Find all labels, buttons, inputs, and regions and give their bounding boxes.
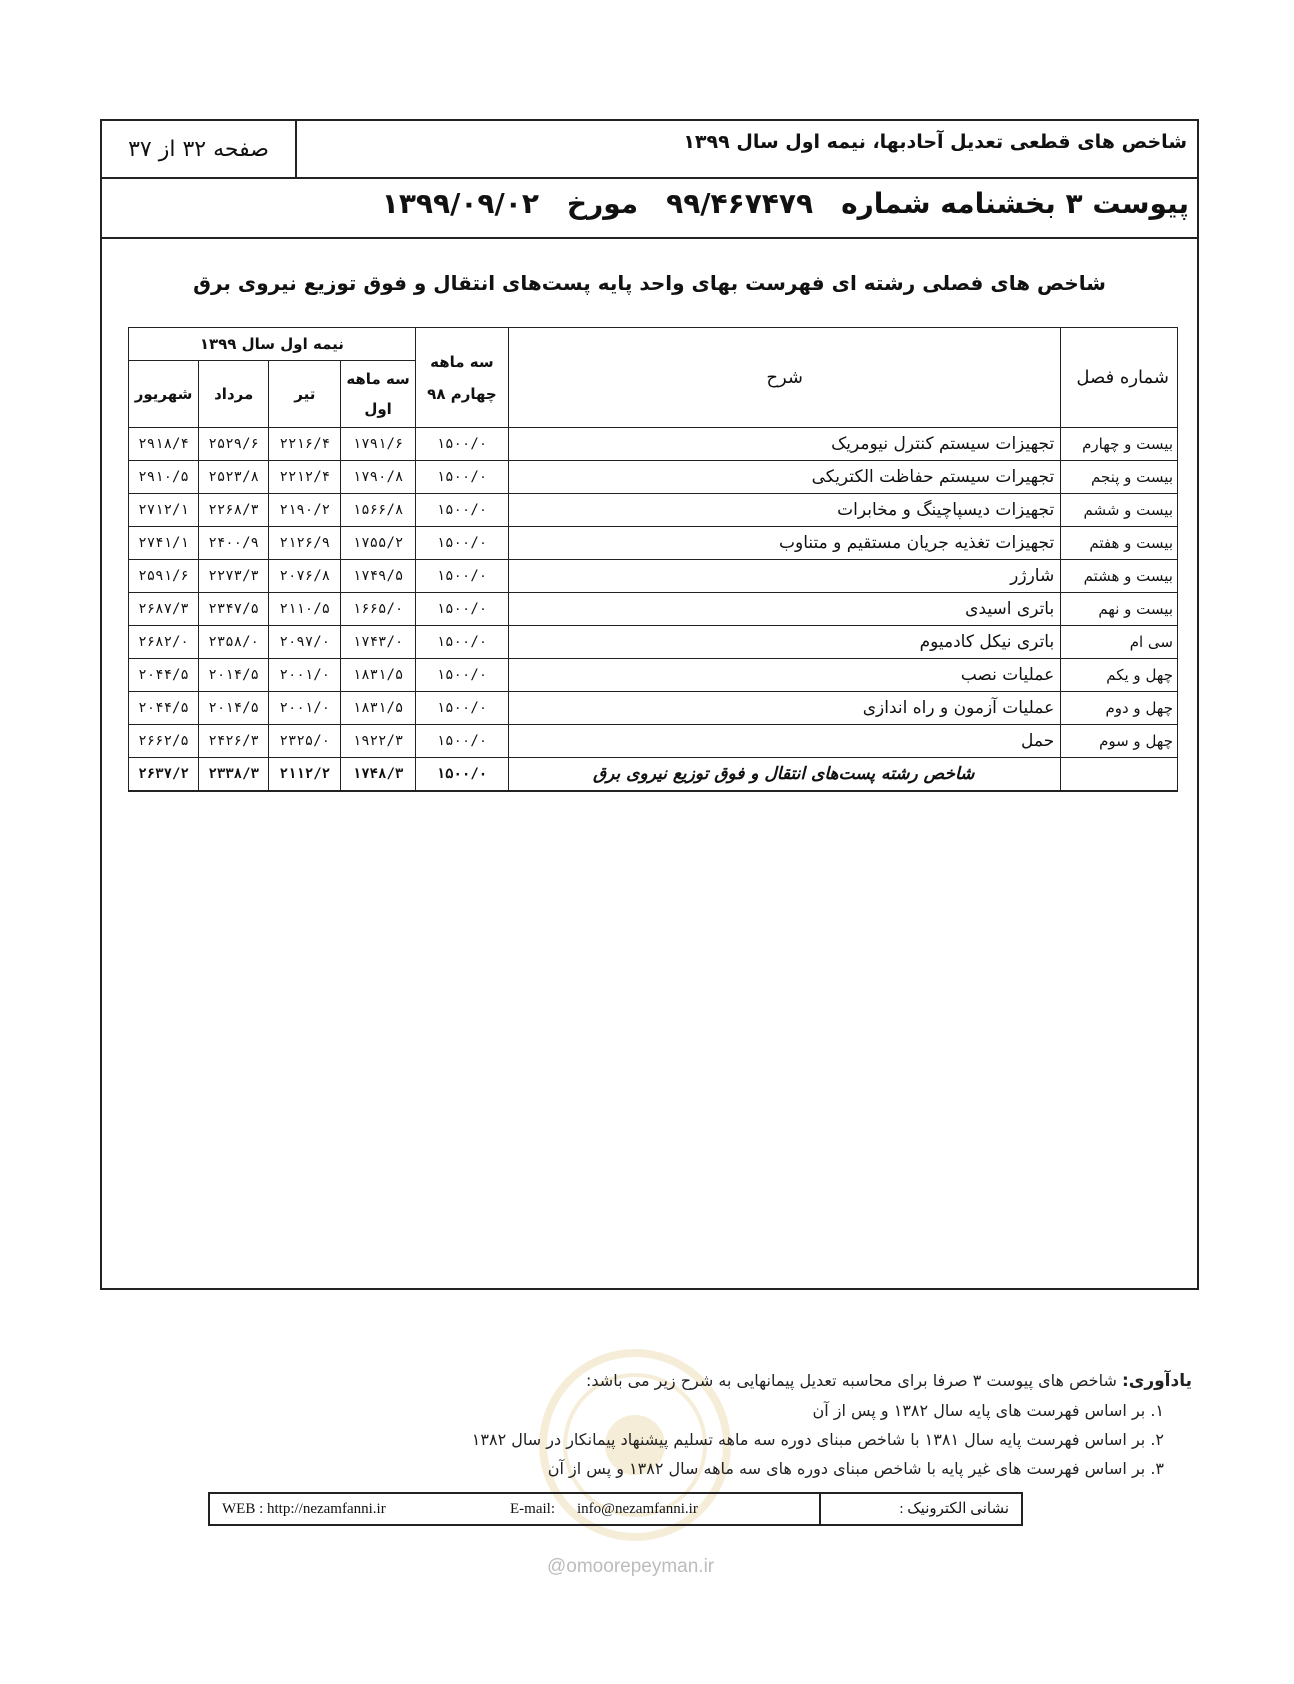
notes-intro: شاخص های پیوست ۳ صرفا برای محاسبه تعدیل پیمانهایی به شرح زیر می باشد:	[586, 1371, 1117, 1390]
email-link[interactable]: info@nezamfanni.ir	[577, 1501, 698, 1517]
cell-q1: ۱۸۳۱/۵	[341, 692, 415, 725]
cell-tir: ۲۲۱۶/۴	[269, 428, 341, 461]
cell-mordad: ۲۲۷۳/۳	[199, 560, 269, 593]
cell-shahrivar: ۲۷۴۱/۱	[129, 527, 199, 560]
cell-q1: ۱۷۴۹/۵	[341, 560, 415, 593]
note-item: ۳. بر اساس فهرست های غیر پایه با شاخص مبنای دوره های سه ماهه سال ۱۳۸۲ و پس از آن	[547, 1459, 1164, 1478]
circular-date: ۱۳۹۹/۰۹/۰۲	[381, 187, 539, 220]
cell-fasl: بیست و هشتم	[1061, 560, 1178, 593]
email-line	[488, 1494, 698, 1524]
table-row	[129, 428, 1178, 461]
cell-q1: ۱۶۶۵/۰	[341, 593, 415, 626]
table-row	[129, 527, 1178, 560]
notes-lead: یادآوری:	[1121, 1371, 1192, 1391]
cell-sharh: تجهیزات تغذیه جریان مستقیم و متناوب	[509, 527, 1061, 560]
cell-mordad: ۲۳۵۸/۰	[199, 626, 269, 659]
cell-shahrivar: ۲۵۹۱/۶	[129, 560, 199, 593]
cell-sharh: باتری نیکل کادمیوم	[509, 626, 1061, 659]
cell-mordad: ۲۳۴۷/۵	[199, 593, 269, 626]
cell-sharh: عملیات نصب	[509, 659, 1061, 692]
cell-fasl: چهل و دوم	[1061, 692, 1178, 725]
cell-sharh: تجهیزات سیستم کنترل نیومریک	[509, 428, 1061, 461]
table-row	[129, 593, 1178, 626]
cell-base: ۱۵۰۰/۰	[415, 659, 508, 692]
cell-fasl: چهل و یکم	[1061, 659, 1178, 692]
email-label: E-mail:	[510, 1501, 555, 1517]
cell-shahrivar: ۲۰۴۴/۵	[129, 692, 199, 725]
cell-shahrivar: ۲۹۱۰/۵	[129, 461, 199, 494]
cell-fasl: چهل و سوم	[1061, 725, 1178, 758]
cell-base: ۱۵۰۰/۰	[415, 725, 508, 758]
cell-q1: ۱۷۹۰/۸	[341, 461, 415, 494]
cell-mordad: ۲۰۱۴/۵	[199, 692, 269, 725]
total-shahrivar: ۲۶۳۷/۲	[129, 758, 199, 792]
cell-sharh: عملیات آزمون و راه اندازی	[509, 692, 1061, 725]
cell-fasl: بیست و چهارم	[1061, 428, 1178, 461]
cell-q1: ۱۹۲۲/۳	[341, 725, 415, 758]
cell-mordad: ۲۲۶۸/۳	[199, 494, 269, 527]
notes-section	[432, 1366, 1192, 1483]
document-title: شاخص های قطعی تعدیل آحادبها، نیمه اول سال ۱۳۹۹	[683, 131, 1187, 153]
cell-tir: ۲۰۷۶/۸	[269, 560, 341, 593]
cell-tir: ۲۰۰۱/۰	[269, 659, 341, 692]
indices-table	[128, 327, 1178, 792]
cell-tir: ۲۰۰۱/۰	[269, 692, 341, 725]
cell-fasl: بیست و نهم	[1061, 593, 1178, 626]
cell-sharh: تجهیرات سیستم حفاظت الکتریکی	[509, 461, 1061, 494]
cell-tir: ۲۱۹۰/۲	[269, 494, 341, 527]
cell-sharh: حمل	[509, 725, 1061, 758]
cell-base: ۱۵۰۰/۰	[415, 626, 508, 659]
cell-base: ۱۵۰۰/۰	[415, 527, 508, 560]
cell-shahrivar: ۲۶۸۷/۳	[129, 593, 199, 626]
cell-base: ۱۵۰۰/۰	[415, 461, 508, 494]
table-header-row	[129, 328, 1178, 361]
cell-mordad: ۲۵۲۹/۶	[199, 428, 269, 461]
note-item: ۱. بر اساس فهرست های پایه سال ۱۳۸۲ و پس از آن	[812, 1401, 1164, 1420]
cell-shahrivar: ۲۶۶۲/۵	[129, 725, 199, 758]
circular-row	[102, 179, 1197, 239]
cell-tir: ۲۰۹۷/۰	[269, 626, 341, 659]
watermark-text: @omoorepeyman.ir	[547, 1556, 715, 1577]
cell-fasl: سی ام	[1061, 626, 1178, 659]
cell-shahrivar: ۲۹۱۸/۴	[129, 428, 199, 461]
cell-base: ۱۵۰۰/۰	[415, 560, 508, 593]
header-base-quarter: سه ماهه چهارم ۹۸	[415, 328, 508, 428]
circular-number: ۹۹/۴۶۷۴۷۹	[666, 187, 814, 220]
cell-base: ۱۵۰۰/۰	[415, 692, 508, 725]
header-chapter: شماره فصل	[1061, 328, 1178, 428]
cell-mordad: ۲۰۱۴/۵	[199, 659, 269, 692]
header-half-year: نیمه اول سال ۱۳۹۹	[129, 328, 416, 361]
circular-prefix: پیوست ۳ بخشنامه شماره	[841, 187, 1189, 220]
cell-fasl: بیست و پنجم	[1061, 461, 1178, 494]
header-tir: تیر	[269, 361, 341, 428]
note-item: ۲. بر اساس فهرست پایه سال ۱۳۸۱ با شاخص مبنای دوره سه ماهه تسلیم پیشنهاد پیمانکار در سال ۱۳۸۲	[471, 1430, 1164, 1449]
cell-q1: ۱۷۵۵/۲	[341, 527, 415, 560]
table-row	[129, 659, 1178, 692]
website-link[interactable]: WEB : http://nezamfanni.ir	[222, 1501, 386, 1517]
cell-q1: ۱۸۳۱/۵	[341, 659, 415, 692]
table-row	[129, 560, 1178, 593]
header-row	[102, 121, 1197, 179]
table-row	[129, 626, 1178, 659]
table-body	[129, 428, 1178, 792]
cell-shahrivar: ۲۰۴۴/۵	[129, 659, 199, 692]
cell-tir: ۲۱۱۰/۵	[269, 593, 341, 626]
cell-q1: ۱۵۶۶/۸	[341, 494, 415, 527]
cell-fasl	[1061, 758, 1178, 792]
cell-mordad: ۲۴۰۰/۹	[199, 527, 269, 560]
cell-tir: ۲۳۲۵/۰	[269, 725, 341, 758]
cell-sharh: باتری اسیدی	[509, 593, 1061, 626]
header-shahrivar: شهریور	[129, 361, 199, 428]
table-total-row	[129, 758, 1178, 792]
table-row	[129, 725, 1178, 758]
cell-sharh: شارژر	[509, 560, 1061, 593]
header-mordad: مرداد	[199, 361, 269, 428]
cell-mordad: ۲۵۲۳/۸	[199, 461, 269, 494]
table-row	[129, 461, 1178, 494]
cell-tir: ۲۲۱۲/۴	[269, 461, 341, 494]
table-title: شاخص های فصلی رشته ای فهرست بهای واحد پایه پست‌های انتقال و فوق توزیع نیروی برق	[193, 271, 1106, 295]
dated-label: مورخ	[566, 187, 639, 220]
cell-shahrivar: ۲۶۸۲/۰	[129, 626, 199, 659]
cell-base: ۱۵۰۰/۰	[415, 494, 508, 527]
header-description: شرح	[509, 328, 1061, 428]
table-row	[129, 692, 1178, 725]
header-first-quarter: سه ماهه اول	[341, 361, 415, 428]
cell-q1: ۱۷۴۳/۰	[341, 626, 415, 659]
total-mordad: ۲۳۳۸/۳	[199, 758, 269, 792]
contact-box	[208, 1492, 1023, 1526]
total-tir: ۲۱۱۲/۲	[269, 758, 341, 792]
circular-reference	[354, 187, 1189, 220]
contact-label: نشانی الکترونیک :	[819, 1494, 1021, 1524]
cell-shahrivar: ۲۷۱۲/۱	[129, 494, 199, 527]
cell-mordad: ۲۴۲۶/۳	[199, 725, 269, 758]
cell-base: ۱۵۰۰/۰	[415, 593, 508, 626]
page-frame	[100, 119, 1199, 1290]
cell-tir: ۲۱۲۶/۹	[269, 527, 341, 560]
total-base: ۱۵۰۰/۰	[415, 758, 508, 792]
cell-fasl: بیست و هفتم	[1061, 527, 1178, 560]
page-number: صفحه ۳۲ از ۳۷	[102, 121, 297, 177]
cell-fasl: بیست و ششم	[1061, 494, 1178, 527]
total-sharh: شاخص رشته پست‌های انتقال و فوق توزیع نیروی برق	[509, 758, 1061, 792]
total-q1: ۱۷۴۸/۳	[341, 758, 415, 792]
cell-q1: ۱۷۹۱/۶	[341, 428, 415, 461]
cell-sharh: تجهیزات دیسپاچینگ و مخابرات	[509, 494, 1061, 527]
table-row	[129, 494, 1178, 527]
cell-base: ۱۵۰۰/۰	[415, 428, 508, 461]
